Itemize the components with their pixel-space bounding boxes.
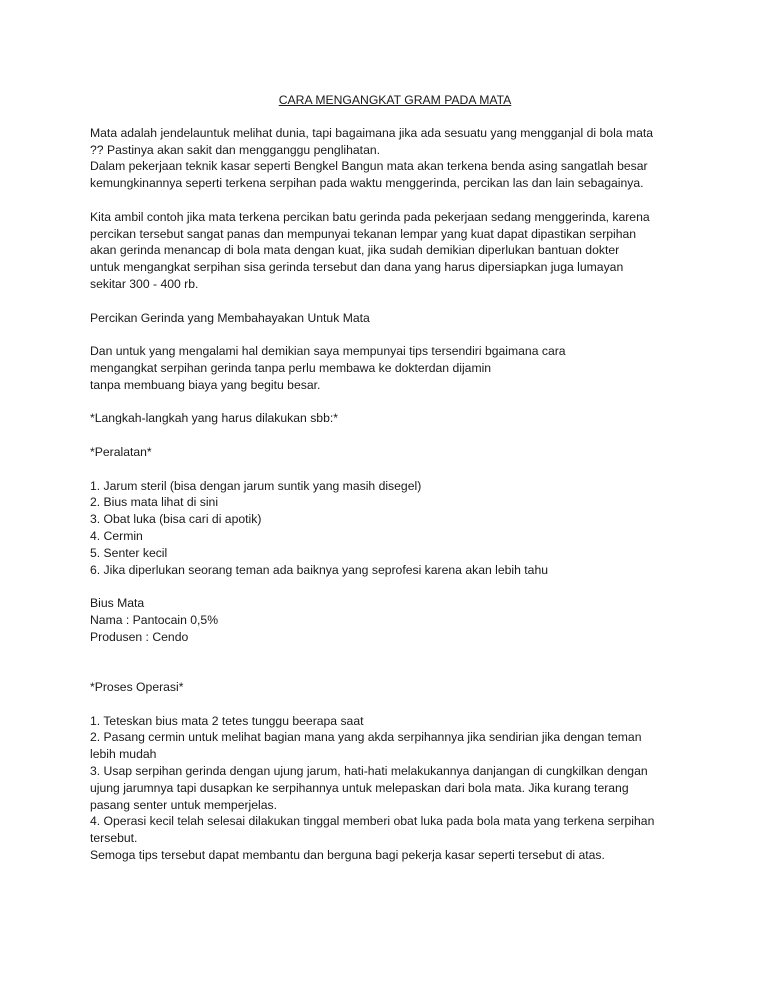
tools-heading: *Peralatan* — [90, 444, 152, 459]
intro-line: Dalam pekerjaan teknik kasar seperti Bengkel Bangun mata akan terkena benda asing sangatlah besar — [90, 159, 648, 174]
example-line: akan gerinda menancap di bola mata dengan kuat, jika sudah demikian diperlukan bantuan dokter — [90, 243, 620, 258]
example-line: Kita ambil contoh jika mata terkena percikan batu gerinda pada pekerjaan sedang menggerinda, karena — [90, 209, 650, 224]
anesthetic-name: Nama : Pantocain 0,5% — [90, 612, 219, 627]
tips-intro-line: tanpa membuang biaya yang begitu besar. — [90, 377, 321, 392]
intro-line: ?? Pastinya akan sakit dan mengganggu penglihatan. — [90, 142, 381, 157]
tools-list-item: 5. Senter kecil — [90, 545, 168, 560]
process-step-continued: tersebut. — [90, 831, 138, 846]
intro-paragraph — [90, 125, 700, 192]
process-heading: *Proses Operasi* — [90, 680, 184, 695]
example-paragraph — [90, 209, 700, 293]
anesthetic-producer: Produsen : Cendo — [90, 629, 189, 644]
process-list — [90, 713, 700, 864]
process-step: 3. Usap serpihan gerinda dengan ujung jarum, hati-hati melakukannya danjangan di cungkilkan dengan — [90, 764, 648, 779]
steps-heading: *Langkah-langkah yang harus dilakukan sbb:* — [90, 411, 338, 426]
tools-list-item: 6. Jika diperlukan seorang teman ada baiknya yang seprofesi karena akan lebih tahu — [90, 562, 549, 577]
process-step-continued: pasang senter untuk memperjelas. — [90, 797, 277, 812]
process-step: 2. Pasang cermin untuk melihat bagian mana yang akda serpihannya jika sendirian jika dengan teman — [90, 730, 642, 745]
intro-line: Mata adalah jendelauntuk melihat dunia, tapi bagaimana jika ada sesuatu yang mengganjal di bola mata — [90, 125, 654, 140]
subheading: Percikan Gerinda yang Membahayakan Untuk Mata — [90, 310, 370, 325]
process-step: 4. Operasi kecil telah selesai dilakukan tinggal memberi obat luka pada bola mata yang terkena serpihan — [90, 814, 655, 829]
example-line: untuk mengangkat serpihan sisa gerinda tersebut dan dana yang harus dipersiapkan juga lumayan — [90, 260, 624, 275]
tools-list-item: 2. Bius mata lihat di sini — [90, 495, 219, 510]
tips-intro-paragraph — [90, 343, 700, 393]
anesthetic-heading: Bius Mata — [90, 596, 145, 611]
example-line: sekitar 300 - 400 rb. — [90, 276, 199, 291]
tips-intro-line: mengangkat serpihan gerinda tanpa perlu membawa ke dokterdan dijamin — [90, 360, 492, 375]
anesthetic-block — [90, 595, 700, 645]
process-step-continued: ujung jarumnya tapi dusapkan ke serpihannya untuk melepaskan dari bola mata. Jika kurang terang — [90, 780, 629, 795]
example-line: percikan tersebut sangat panas dan mempunyai tekanan lempar yang kuat dapat dipastikan serpihan — [90, 226, 637, 241]
closing-line: Semoga tips tersebut dapat membantu dan berguna bagi pekerja kasar seperti tersebut di atas. — [90, 848, 605, 863]
tips-intro-line: Dan untuk yang mengalami hal demikian saya mempunyai tips tersendiri bgaimana cara — [90, 344, 566, 359]
process-step: 1. Teteskan bius mata 2 tetes tunggu beerapa saat — [90, 713, 364, 728]
tools-list-item: 3. Obat luka (bisa cari di apotik) — [90, 512, 262, 527]
process-step-continued: lebih mudah — [90, 747, 157, 762]
document-title: CARA MENGANGKAT GRAM PADA MATA — [278, 93, 512, 107]
tools-list-item: 4. Cermin — [90, 528, 143, 543]
tools-list-item: 1. Jarum steril (bisa dengan jarum suntik yang masih disegel) — [90, 478, 422, 493]
tools-list — [90, 478, 700, 579]
document-page — [90, 92, 700, 864]
intro-line: kemungkinannya seperti terkena serpihan pada waktu menggerinda, percikan las dan lain sebagainya. — [90, 176, 644, 191]
